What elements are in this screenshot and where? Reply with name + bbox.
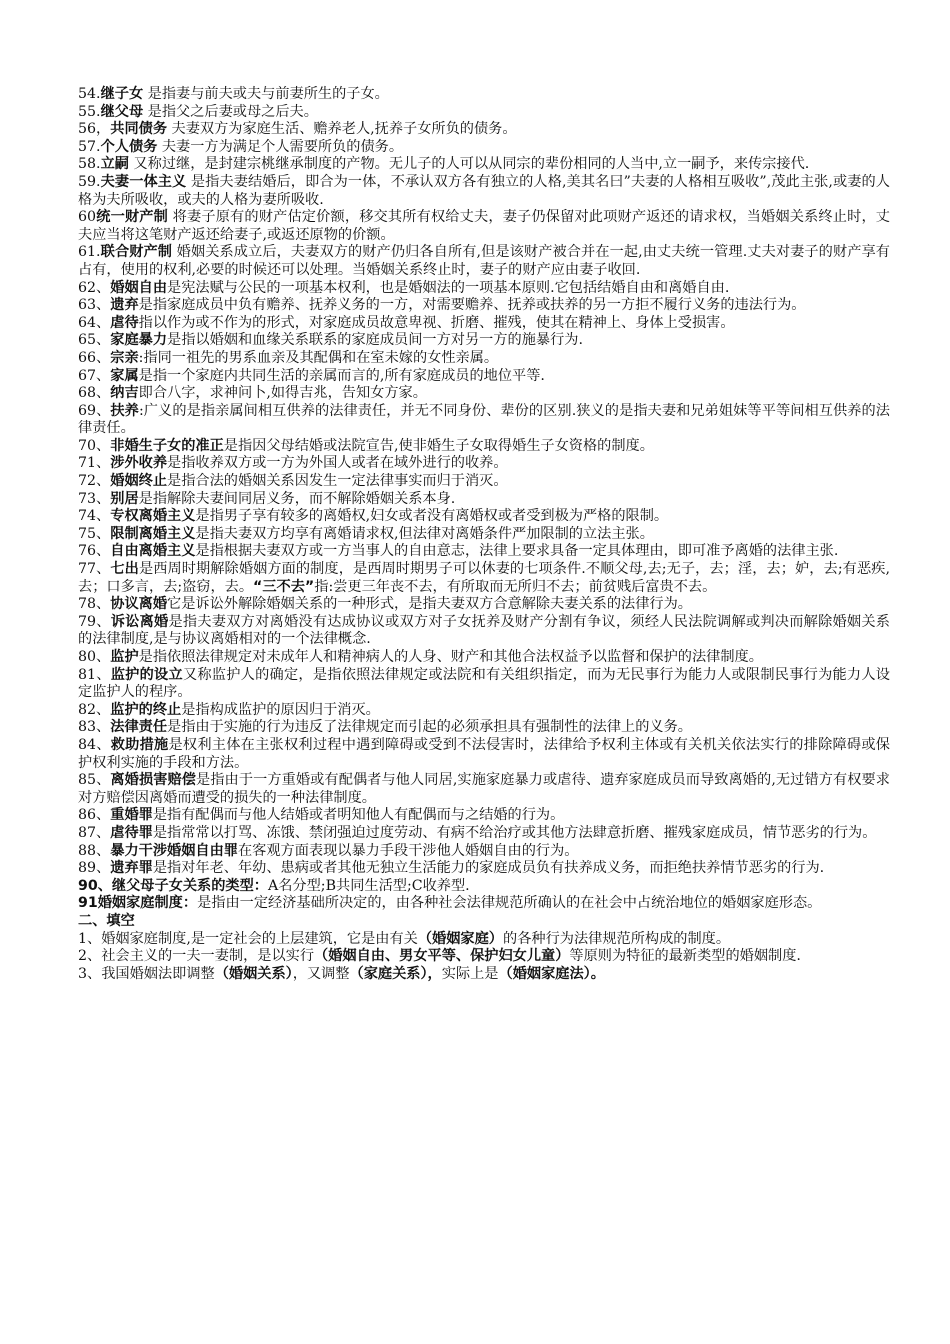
definition-entry [78, 614, 890, 649]
entry-text: 是指父之后妻或母之后夫。 [143, 103, 318, 120]
entry-text: 它是诉讼外解除婚姻关系的一种形式，是指夫妻双方合意解除夫妻关系的法律行为。 [167, 596, 692, 613]
definition-entry [78, 104, 890, 122]
entry-number: 81、 [78, 666, 111, 683]
definition-entry [78, 543, 890, 561]
definition-entry [78, 139, 890, 157]
definition-entry [78, 315, 890, 333]
fill-2-rest: 等原则为特征的最新类型的婚姻制度. [569, 948, 801, 965]
entry-text: 是指由于实施的行为违反了法律规定而引起的必须承担具有强制性的法律上的义务。 [167, 719, 692, 736]
entry-term: 自由离婚主义 [110, 543, 196, 560]
entry-term: 扶养 [110, 402, 139, 419]
entry-number: 89、 [78, 860, 111, 877]
entry-number: 59. [78, 173, 101, 190]
fill-1-answer: （婚姻家庭） [417, 930, 503, 947]
entry-text: 即合八字，求神问卜,如得吉兆，告知女方家。 [138, 385, 427, 402]
fill-2-text: 2、社会主义的一夫一妻制，是以实行 [78, 948, 315, 965]
definition-entry [78, 772, 890, 807]
definition-entry [78, 86, 890, 104]
entry-term: 救助措施 [110, 736, 169, 753]
section-title: 二、填空 [78, 912, 135, 929]
entry-text: 夫妻一方为满足个人需要所负的债务。 [157, 138, 404, 155]
definition-entry [78, 860, 890, 878]
entry-term: 别居 [110, 490, 139, 507]
entry-text: 是指由于一方重婚或有配偶者与他人同居,实施家庭暴力或虐待、遗弃家庭成员而导致离婚的,无过错方有权要求对方赔偿因离婚而遭受的损失的一种法律制度。 [78, 772, 890, 806]
entry-text: 是指依照法律规定对未成年人和精神病人的人身、财产和其他合法权益予以监督和保护的法律制度。 [138, 649, 763, 665]
definition-entry [78, 737, 890, 772]
entry-term: 遗弃罪 [110, 860, 153, 877]
entry-text: :指同一祖先的男系血亲及其配偶和在室未嫁的女性亲属。 [138, 349, 499, 366]
entry-term: 七出 [110, 561, 139, 578]
definition-entry-91 [78, 895, 890, 913]
definition-entry [78, 825, 890, 843]
entry-number: 82、 [78, 701, 111, 718]
entry-text: 是西周时期解除婚姻方面的制度，是西周时期男子可以休妻的七项条件.不顺父母,去;无子，去；淫，去；妒，去;有恶疾,去；口多言，去;盗窃，去。 [78, 561, 890, 595]
definition-entry [78, 843, 890, 861]
entry-term: 纳吉 [110, 385, 139, 402]
entry-term: 离婚损害赔偿 [110, 772, 197, 789]
entry-term: 限制离婚主义 [110, 525, 196, 542]
definition-list [78, 86, 890, 878]
entry-91-heading: 91婚姻家庭制度： [78, 895, 198, 912]
entry-number: 55. [78, 103, 101, 120]
entry-text: 是指解除夫妻间同居义务，而不解除婚姻关系本身. [138, 490, 456, 507]
entry-term: 共同债务 [110, 121, 168, 138]
entry-number: 54. [78, 86, 101, 102]
definition-entry [78, 473, 890, 491]
entry-text-2: 指:尝更三年丧不去，有所取而无所归不去；前贫贱后富贵不去。 [314, 578, 717, 595]
entry-number: 66、 [78, 349, 111, 366]
fill-3-mid-2: 实际上是 [441, 965, 499, 982]
definition-entry [78, 121, 890, 139]
definition-entry [78, 368, 890, 386]
entry-90-text: A名分型;B共同生活型;C收养型. [268, 877, 470, 894]
entry-text: 是指常常以打骂、冻饿、禁闭强迫过度劳动、有病不给治疗或其他方法肆意折磨、摧残家庭成员，情节恶劣的行为。 [152, 824, 877, 841]
entry-text: 夫妻双方为家庭生活、赡养老人,抚养子女所负的债务。 [167, 121, 517, 138]
entry-term: 协议离婚 [110, 596, 168, 613]
entry-number: 63、 [78, 297, 111, 314]
fill-question-3 [78, 966, 890, 984]
entry-number: 70、 [78, 437, 111, 454]
entry-text: 是指合法的婚姻关系因发生一定法律事实而归于消灭。 [167, 473, 508, 490]
entry-number: 67、 [78, 367, 111, 384]
entry-text: 是权利主体在主张权利过程中遇到障碍或受到不法侵害时，法律给予权利主体或有关机关依法实行的排除障碍或保护权利实施的手段和方法。 [78, 736, 890, 771]
fill-3-answer-1: （婚姻关系） [214, 965, 293, 982]
entry-number: 79、 [78, 613, 111, 630]
entry-text: 是指妻与前夫或夫与前妻所生的子女。 [143, 86, 389, 102]
entry-text: 是指夫妻结婚后，即合为一体，不承认双方各有独立的人格,美其名曰”夫妻的人格相互吸收”,茂此主张,或妻的人格为夫所吸收，或夫的人格为妻所吸收. [78, 173, 890, 208]
fill-3-answer-2: （家庭关系）， [349, 965, 442, 982]
entry-term: 法律责任 [110, 719, 168, 736]
entry-number: 85、 [78, 772, 111, 789]
definition-entry [78, 561, 890, 596]
entry-number: 76、 [78, 543, 111, 560]
entry-term: 家属 [110, 367, 139, 384]
entry-term: 婚姻自由 [110, 279, 168, 296]
entry-text: :广义的是指亲属间相互供养的法律责任，并无不同身份、辈份的区别.狭义的是指夫妻和兄弟姐妹等平等间相互供养的法律责任。 [78, 402, 890, 437]
fill-3-text: 3、我国婚姻法即调整 [78, 965, 215, 982]
definition-entry [78, 438, 890, 456]
definition-entry [78, 455, 890, 473]
entry-number: 72、 [78, 473, 111, 490]
entry-term: 涉外收养 [110, 455, 168, 472]
entry-text: 是指构成监护的原因归于消灭。 [181, 701, 380, 718]
entry-text: 是宪法赋与公民的一项基本权利，也是婚姻法的一项基本原则.它包括结婚自由和离婚自由. [167, 279, 730, 296]
definition-entry [78, 297, 890, 315]
entry-term: 家庭暴力 [110, 332, 168, 349]
entry-term: 虐待罪 [110, 824, 153, 841]
entry-number: 84、 [78, 736, 111, 753]
entry-number: 80、 [78, 649, 111, 665]
entry-number: 78、 [78, 596, 111, 613]
entry-number: 64、 [78, 314, 111, 331]
definition-entry [78, 526, 890, 544]
entry-term: 统一财产制 [96, 209, 168, 226]
definition-entry [78, 244, 890, 279]
entry-number: 87、 [78, 824, 111, 841]
definition-entry [78, 332, 890, 350]
entry-term: 监护 [110, 649, 139, 665]
definition-entry-90 [78, 878, 890, 896]
entry-term: 个人债务 [100, 138, 158, 155]
fill-question-2 [78, 948, 890, 966]
definition-entry [78, 702, 890, 720]
entry-number: 62、 [78, 279, 111, 296]
entry-number: 74、 [78, 508, 111, 525]
entry-text: 是指男子享有较多的离婚权,妇女或者没有离婚权或者受到极为严格的限制。 [195, 508, 669, 525]
entry-text: 是指有配偶而与他人结婚或者明知他人有配偶而与之结婚的行为。 [152, 807, 565, 824]
entry-term: 夫妻一体主义 [100, 173, 187, 190]
fill-question-1 [78, 931, 890, 949]
entry-number: 57. [78, 138, 101, 155]
entry-number: 56， [78, 121, 111, 138]
entry-number: 77、 [78, 561, 111, 578]
definition-entry [78, 174, 890, 209]
entry-term: 联合财产制 [100, 244, 173, 261]
entry-number: 75、 [78, 525, 111, 542]
definition-entry [78, 596, 890, 614]
entry-number: 69、 [78, 402, 111, 419]
entry-text: 又称过继，是封建宗桃继承制度的产物。无儿子的人可以从同宗的辈份相同的人当中,立一嗣予，来传宗接代. [128, 156, 810, 173]
entry-term: 专权离婚主义 [110, 508, 196, 525]
entry-number: 73、 [78, 490, 111, 507]
entry-number: 61. [78, 244, 101, 261]
entry-91-text: 是指由一定经济基础所决定的，由各种社会法律规范所确认的在社会中占统治地位的婚姻家庭形态。 [197, 895, 822, 912]
entry-number: 88、 [78, 842, 111, 859]
entry-text: 是指以婚姻和血缘关系联系的家庭成员间一方对另一方的施暴行为. [167, 332, 583, 349]
entry-term: 立嗣 [100, 156, 129, 173]
entry-term: 监护的终止 [110, 701, 182, 718]
entry-term: 重婚罪 [110, 807, 153, 824]
entry-term: 继子女 [100, 86, 144, 102]
entry-term: 暴力干涉婚姻自由罪 [110, 842, 238, 859]
fill-1-rest: 的各种行为法律规范所构成的制度。 [503, 930, 731, 947]
entry-term: 遗弃 [110, 297, 139, 314]
entry-text: 是指夫妻双方对离婚没有达成协议或双方对子女抚养及财产分割有争议，须经人民法院调解或判决而解除婚姻关系的法律制度,是与协议离婚相对的一个法律概念. [78, 613, 890, 648]
entry-text: 是指夫妻双方均享有离婚请求权,但法律对离婚条件严加限制的立法主张。 [195, 525, 654, 542]
definition-entry [78, 649, 890, 667]
entry-number: 65、 [78, 332, 111, 349]
fill-3-mid: ，又调整 [292, 965, 350, 982]
entry-text: 是指收养双方或一方为外国人或者在域外进行的收养。 [167, 455, 508, 472]
entry-term: 诉讼离婚 [110, 613, 169, 630]
entry-text: 是指根据夫妻双方或一方当事人的自由意志，法律上要求具备一定具体理由，即可准予离婚的法律主张. [195, 543, 839, 560]
entry-text: 将妻子原有的财产估定价额，移交其所有权给丈夫，妻子仍保留对此项财产返还的请求权，当婚姻关系终止时，丈夫应当将这笔财产返还给妻子,或返还原物的价额。 [78, 209, 890, 243]
definition-entry [78, 719, 890, 737]
entry-number: 58. [78, 156, 101, 173]
entry-number: 71、 [78, 455, 111, 472]
entry-term: 婚姻终止 [110, 473, 168, 490]
document-page [78, 86, 890, 983]
entry-text: 在客观方面表现以暴力手段干涉他人婚姻自由的行为。 [237, 842, 579, 859]
entry-text: 是指因父母结婚或法院宣告,使非婚生子女取得婚生子女资格的制度。 [223, 437, 654, 454]
definition-entry [78, 667, 890, 702]
fill-2-answer: （婚姻自由、男女平等、保护妇女儿童） [314, 948, 570, 965]
definition-entry [78, 403, 890, 438]
entry-term: 继父母 [100, 103, 144, 120]
entry-number: 83、 [78, 719, 111, 736]
definition-entry [78, 807, 890, 825]
entry-term: 非婚生子女的准正 [110, 437, 224, 454]
definition-entry [78, 156, 890, 174]
entry-term: 宗亲 [110, 349, 139, 366]
definition-entry [78, 385, 890, 403]
entry-text: 是指对年老、年幼、患病或者其他无独立生活能力的家庭成员负有扶养成义务，而拒绝扶养情节恶劣的行为. [152, 860, 825, 877]
entry-term-2: “三不去” [253, 578, 315, 595]
entry-number: 68、 [78, 385, 111, 402]
definition-entry [78, 350, 890, 368]
entry-text: 是指一个家庭内共同生活的亲属而言的,所有家庭成员的地位平等. [138, 367, 545, 384]
entry-number: 60 [78, 209, 97, 226]
entry-number: 86、 [78, 807, 111, 824]
entry-term: 监护的设立 [110, 666, 183, 683]
definition-entry [78, 508, 890, 526]
definition-entry [78, 491, 890, 509]
entry-text: 是指家庭成员中负有赡养、抚养义务的一方，对需要赡养、抚养或扶养的另一方拒不履行义务的违法行为。 [138, 297, 806, 314]
definition-entry [78, 209, 890, 244]
definition-entry [78, 280, 890, 298]
entry-text: 婚姻关系成立后，夫妻双方的财产仍归各自所有,但是该财产被合并在一起,由丈夫统一管理.丈夫对妻子的财产享有占有，使用的权利,必要的时候还可以处理。当婚姻关系终止时，妻子的财产应由妻子收回. [78, 244, 890, 278]
entry-term: 虐待 [110, 314, 139, 331]
entry-90-heading: 90、继父母子女关系的类型： [78, 877, 268, 894]
entry-text: 指以作为或不作为的形式，对家庭成员故意卑视、折磨、摧残，使其在精神上、身体上受损害。 [138, 314, 735, 331]
fill-3-answer-3: （婚姻家庭法）。 [498, 965, 605, 982]
fill-1-text: 1、婚姻家庭制度,是一定社会的上层建筑，它是由有关 [78, 930, 418, 947]
entry-text: 又称监护人的确定，是指依照法律规定或法院和有关组织指定，而为无民事行为能力人或限制民事行为能力人设定监护人的程序。 [78, 666, 890, 701]
